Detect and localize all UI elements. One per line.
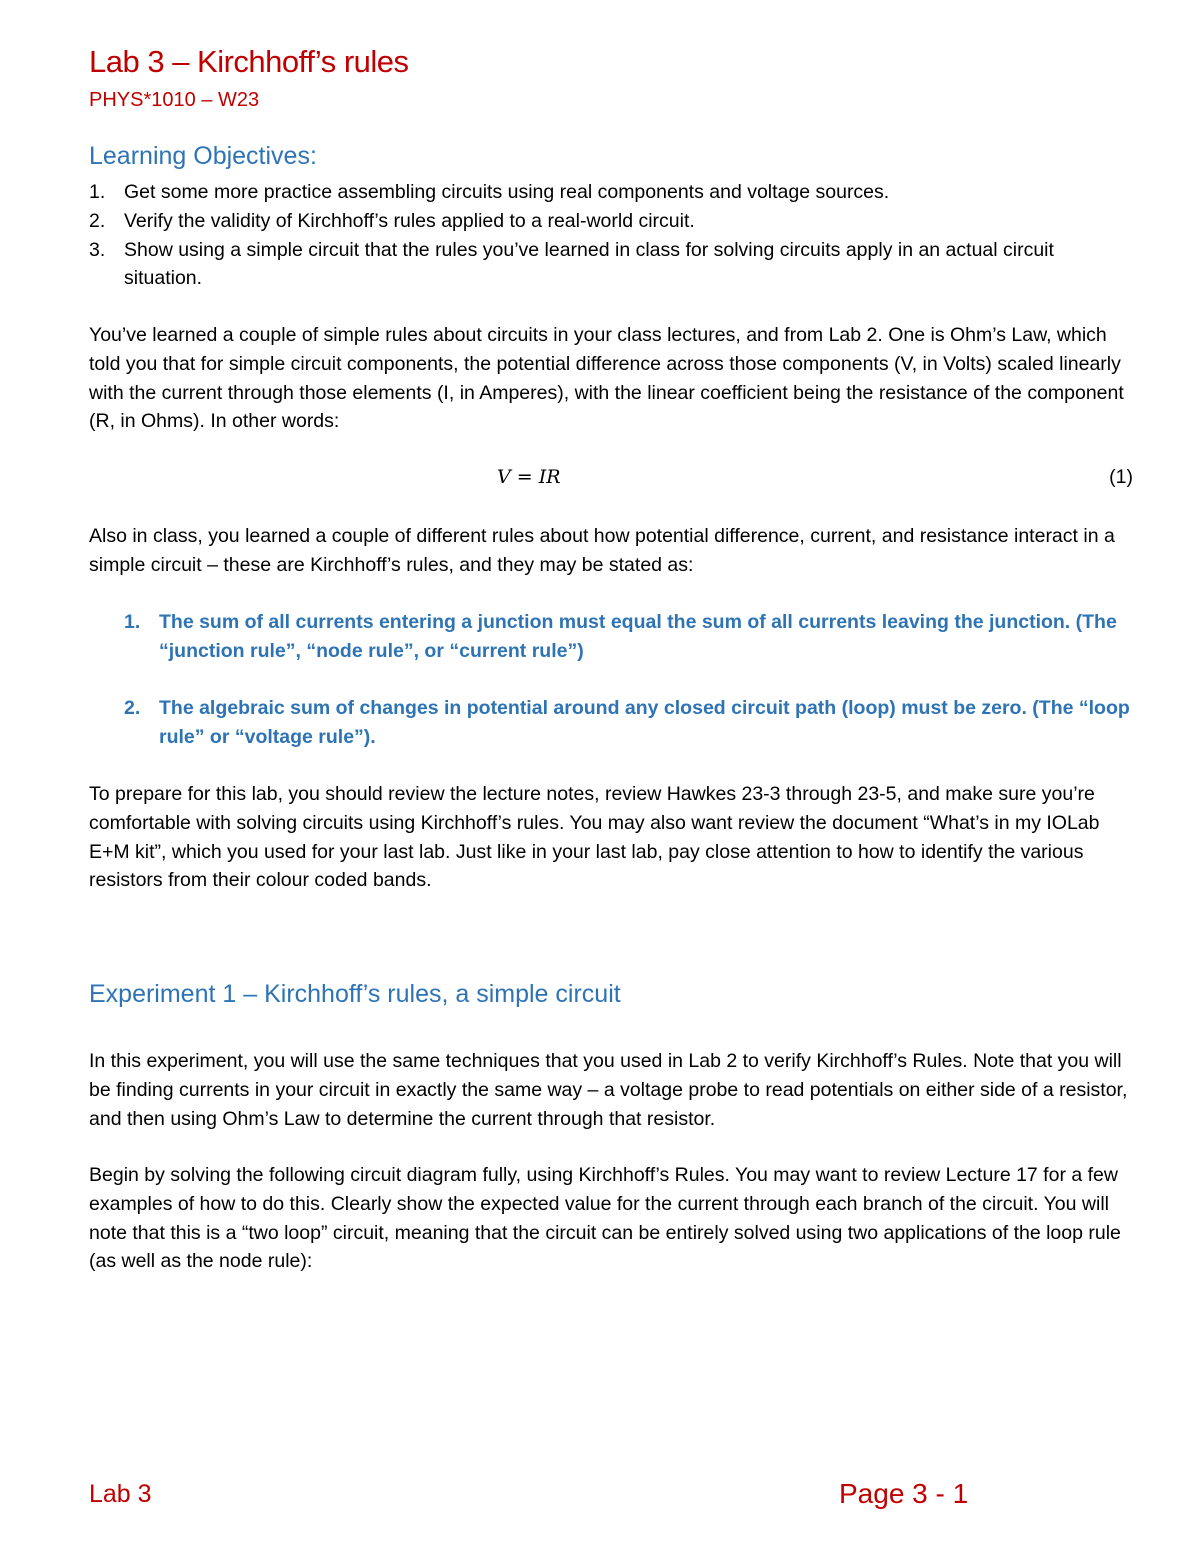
objective-text: Show using a simple circuit that the rules you’ve learned in class for solving circuits apply in an actual circuit situation. [124,238,1054,290]
learning-objectives-list [89,178,1129,293]
rule-item [124,608,1134,666]
preparation-paragraph: To prepare for this lab, you should review the lecture notes, review Hawkes 23-3 through 23-5, and make sure you’re comfortable with solving circuits using Kirchhoff’s rules. You may also want review the document “What’s in my IOLab E+M kit”, which you used for your last lab. Just like in your last lab, pay close attention to how to identify the various resistors from their colour coded bands. [89,783,1100,892]
equation-number: (1) [1109,466,1133,488]
rule-number: 1. [124,611,141,633]
objective-item [89,207,1129,236]
lab-title: Lab 3 – Kirchhoff’s rules [89,44,409,79]
course-code: PHYS*1010 – W23 [89,89,260,111]
rule-text: The sum of all currents entering a junction must equal the sum of all currents leaving the junction. (The “junction rule”, “node rule”, or “current rule”) [159,611,1117,662]
rule-text: The algebraic sum of changes in potential around any closed circuit path (loop) must be zero. (The “loop rule” or “voltage rule”). [159,697,1130,748]
ohms-law-paragraph: You’ve learned a couple of simple rules about circuits in your class lectures, and from Lab 2. One is Ohm’s Law, which told you that for simple circuit components, the potential difference across those components (V, in Volts) scaled linearly with the current through those elements (I, in Amperes), with the linear coefficient being the resistance of the component (R, in Ohms). In other words: [89,324,1124,433]
footer-page-number: Page 3 - 1 [839,1478,969,1509]
rule-item [124,694,1134,752]
objective-text: Verify the validity of Kirchhoff’s rules applied to a real-world circuit. [124,209,695,232]
objective-number: 2. [89,209,106,232]
equation-row [89,466,1133,495]
objective-number: 1. [89,181,106,203]
kirchhoff-rules-list [124,608,1134,752]
circuit-instructions-paragraph: Begin by solving the following circuit diagram fully, using Kirchhoff’s Rules. You may want to review Lecture 17 for a few examples of how to do this. Clearly show the expected value for the current through each branch of the circuit. You will note that this is a “two loop” circuit, meaning that the circuit can be entirely solved using two applications of the loop rule (as well as the node rule): [89,1164,1121,1273]
learning-objectives-heading: Learning Objectives: [89,142,317,170]
experiment-1-heading: Experiment 1 – Kirchhoff’s rules, a simple circuit [89,980,621,1008]
experiment-1-paragraph: In this experiment, you will use the same techniques that you used in Lab 2 to verify Kirchhoff’s Rules. Note that you will be finding currents in your circuit in exactly the same way – a voltage probe to read potentials on either side of a resistor, and then using Ohm’s Law to determine the current through that resistor. [89,1050,1128,1130]
objective-item [89,236,1129,294]
objective-item [89,178,1129,207]
ohms-law-equation: V = IR [497,466,561,488]
footer-lab-label: Lab 3 [89,1480,152,1508]
rule-number: 2. [124,697,141,720]
objective-number: 3. [89,238,106,261]
kirchhoff-intro-paragraph: Also in class, you learned a couple of different rules about how potential difference, current, and resistance interact in a simple circuit – these are Kirchhoff’s rules, and they may be stated as: [89,525,1115,576]
objective-text: Get some more practice assembling circuits using real components and voltage sources. [124,181,890,203]
